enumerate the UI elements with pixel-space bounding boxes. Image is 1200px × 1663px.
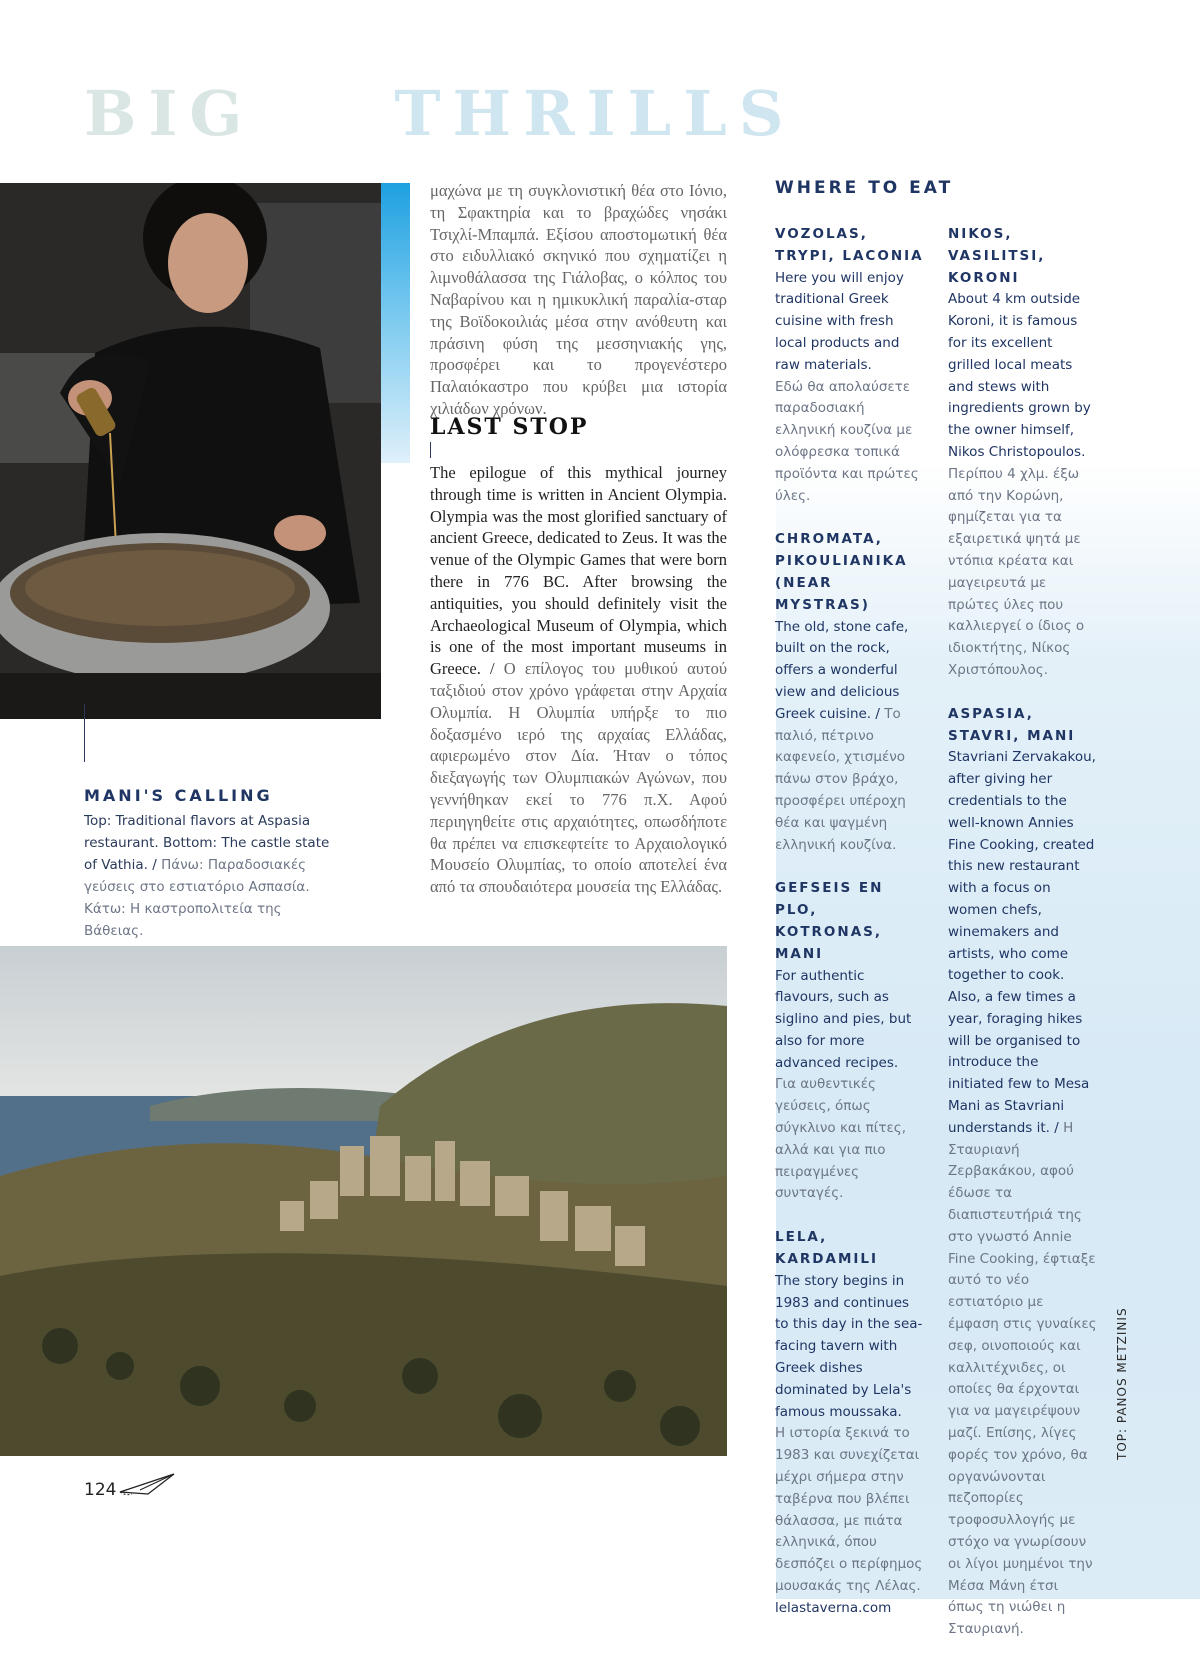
caption-rule [84, 704, 85, 762]
restaurant-entry [948, 704, 1098, 1641]
restaurant-english: About 4 km outside Koroni, it is famous for its excellent grilled local meats and stews with ingredients grown by the owner himself, Nikos Christopoulos. [948, 291, 1091, 460]
intro-paragraph [430, 180, 727, 420]
restaurant-greek: Περίπου 4 χλμ. έξω από την Κορώνη, φημίζεται για τα εξαιρετικά ψητά με ντόπια κρέατα και μαγειρευτά με πρώτες ύλες που καλλιεργεί ο ίδιος ο ιδιοκτήτης, Νίκος Χριστόπουλος. [948, 465, 1085, 678]
last-stop-body [430, 462, 727, 898]
section-header [84, 77, 1084, 150]
restaurant-greek: Η Σταυριανή Ζερβακάκου, αφού έδωσε τα διαπιστευτήριά της στο γνωστό Annie Fine Cooking, έφτιαξε αυτό το νέο εστιατόριο με έμφαση στις γυναίκες σεφ, οινοποιούς και καλλιτέχνιδες, οι οποίες θα έρχονται για να μαγειρέψουν μαζί. Επίσης, λίγες φορές τον χρόνο, θα οργανώνονται πεζοπορίες τροφοσυλλογής με στόχο να γνωρίσουν οι λίγοι μυημένοι την Μέσα Μάνη έτσι όπως τη νιώθει η Σταυριανή. [948, 1119, 1097, 1638]
restaurant-name: CHROMATA, PIKOULIANIKA (NEAR MYSTRAS) [775, 531, 908, 613]
caption-title: MANI'S CALLING [84, 786, 273, 805]
restaurants-column-b [948, 224, 1098, 1663]
caption-text [84, 810, 334, 942]
restaurant-english: The story begins in 1983 and continues to this day in the sea-facing tavern with Greek dishes dominated by Lela's famous moussaka. [775, 1272, 923, 1420]
body-greek: Ο επίλογος του μυθικού αυτού ταξιδιού στον χρόνο γράφεται στην Αρχαία Ολυμπία. Η Ολυμπία υπήρξε το πιο δοξασμένο ιερό της αρχαίας Ελλάδας, αφιερωμένο στον Δία. Ήταν ο τόπος διεξαγωγής των Ολυμπιακών Αγώνων, που γεννήθηκαν εκεί το 776 π.Χ. Αφού περιηγηθείτε στις αρχαιότητες, οπωσδήποτε θα πρέπει να επισκεφτείτε το Αρχαιολογικό Μουσείο Ολυμπίας, το οποίο αποτελεί ένα από τα σπουδαιότερα μουσεία της Ελλάδας. [430, 659, 727, 897]
caption-greek: Πάνω: Παραδοσιακές γεύσεις στο εστιατόριο Ασπασία. Κάτω: Η καστροπολιτεία της Βάθειας. [84, 857, 310, 939]
cooking-photo [0, 183, 381, 719]
restaurant-website-link[interactable]: lelastaverna.com [775, 1599, 892, 1616]
restaurant-greek: Το παλιό, πέτρινο καφενείο, χτισμένο πάνω στον βράχο, προσφέρει υπέροχη θέα και ψαγμένη ελληνική κουζίνα. [775, 705, 906, 853]
restaurant-greek: Για αυθεντικές γεύσεις, όπως σύγκλινο και πίτες, αλλά και για πιο πειραγμένες συνταγές. [775, 1076, 907, 1202]
village-photo [0, 946, 727, 1456]
restaurant-greek: Εδώ θα απολαύσετε παραδοσιακή ελληνική κουζίνα με ολόφρεσκα τοπικά προϊόντα και πρώτες ύλες. [775, 378, 919, 504]
photo-credit: TOP: PANOS METZINIS [1115, 1307, 1129, 1460]
where-to-eat-heading: WHERE TO EAT [775, 178, 954, 198]
restaurant-english: For authentic flavours, such as siglino and pies, but also for more advanced recipes. [775, 967, 912, 1071]
restaurant-name: NIKOS, VASILITSI, KORONI [948, 226, 1046, 286]
section-title: LAST STOP [430, 414, 589, 440]
header-word-2: THRILLS [394, 77, 796, 150]
restaurant-entry [948, 224, 1098, 682]
restaurant-name: ASPASIA, STAVRI, MANI [948, 705, 1076, 744]
header-word-1: BIG [84, 77, 255, 150]
restaurant-name: LELA, KARDAMILI [775, 1229, 879, 1268]
restaurant-english: Stavriani Zervakakou, after giving her credentials to the well-known Annies Fine Cooking, created this new restaurant with a focus on women chefs, winemakers and artists, who come together to cook. Also, a few times a year, foraging hikes will be organised to introduce the initiated few to Mesa Mani as Stavriani understands it. / [948, 749, 1096, 1136]
restaurant-greek: Η ιστορία ξεκινά το 1983 και συνεχίζεται μέχρι σήμερα στην ταβέρνα που βλέπει θάλασσα, με πιάτα ελληνικά, όπου δεσπόζει ο περίφημος μουσακάς της Λέλας. [775, 1425, 923, 1595]
restaurant-english: The old, stone cafe, built on the rock, offers a wonderful view and delicious Greek cuisine. / [775, 618, 909, 722]
village-photo-illustration [0, 946, 727, 1456]
restaurant-name: GEFSEIS EN PLO, KOTRONAS, MANI [775, 880, 884, 962]
restaurants-column-a [775, 224, 925, 1642]
restaurant-entry [775, 878, 925, 1205]
caption-english: Top: Traditional flavors at Aspasia restaurant. Bottom: The castle state of Vathia. / [84, 813, 330, 873]
restaurant-entry [775, 529, 925, 856]
page-number: 124 [84, 1480, 117, 1500]
restaurant-entry [775, 224, 925, 507]
body-english: The epilogue of this mythical journey through time is written in Ancient Olympia. Olympia was the most glorified sanctuary of ancient Greece, dedicated to Zeus. It was the venue of the Olympic Games that were born there in 776 BC. After browsing the antiquities, you should definitely visit the Archaeological Museum of Olympia, which is one of the most important museums in Greece. / [430, 463, 727, 679]
restaurant-english: Here you will enjoy traditional Greek cuisine with fresh local products and raw materials. [775, 269, 904, 373]
blue-accent-bar [381, 183, 410, 463]
paper-plane-icon [118, 1472, 176, 1498]
restaurant-name: VOZOLAS, TRYPI, LACONIA [775, 226, 924, 264]
intro-greek: μαχώνα με τη συγκλονιστική θέα στο Ιόνιο, τη Σφακτηρία και το βραχώδες νησάκι Τσιχλί-Μπαμπά. Εξίσου αποστομωτική θέα στο ειδυλλιακό σκηνικό που σχηματίζει η λιμνοθάλασσα της Γιάλοβας, ο κόλπος του Ναβαρίνου και η ημικυκλική παραλία-σταρ της Βοϊδοκοιλιάς μέσα στην ανόθευτη και πράσινη φύση της μεσσηνιακής γης, προσφέρει και το προγενέστερο Παλαιόκαστρο που κρύβει μια ιστορία χιλιάδων χρόνων. [430, 181, 727, 418]
restaurant-entry [775, 1227, 925, 1619]
cooking-photo-illustration [0, 183, 381, 719]
section-rule [430, 442, 431, 458]
